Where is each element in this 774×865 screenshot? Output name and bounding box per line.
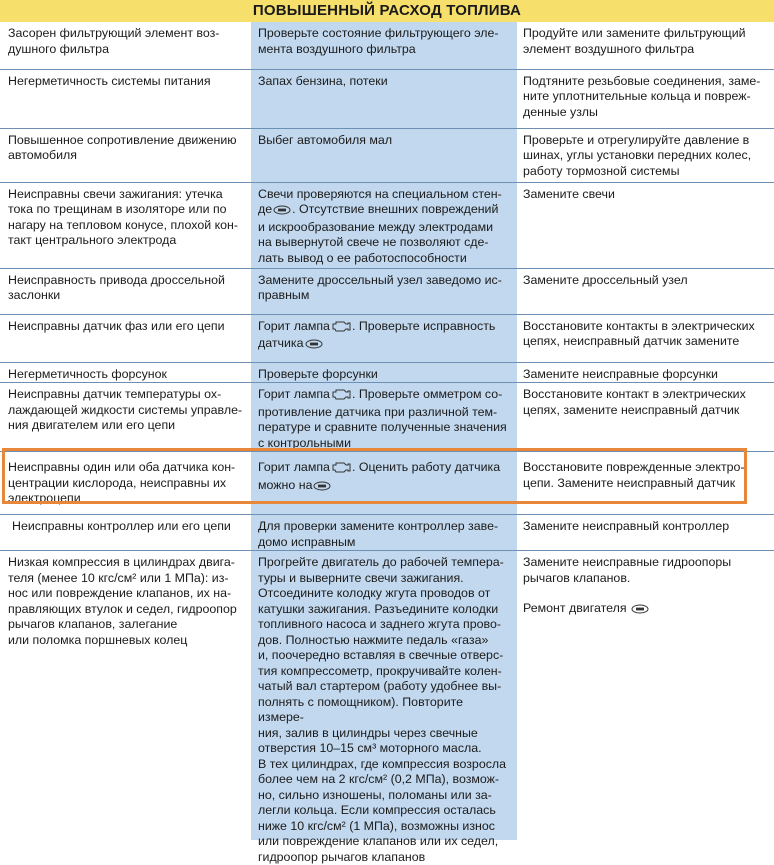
- remedy-text: Восстановите поврежденные электро- цепи. Замените неисправный датчик: [523, 460, 745, 490]
- check-engine-lamp-icon: [331, 320, 351, 337]
- diagnosis-cell: [251, 314, 517, 362]
- cause-cell: [0, 362, 251, 383]
- cause-text: Неисправны датчик температуры ох- лаждающей жидкости системы управле- ния двигателем или его цепи: [8, 387, 242, 432]
- remedy-cell: [517, 362, 774, 383]
- diagnosis-text: Свечи проверяются на специальном стен- де: [258, 187, 502, 217]
- remedy-text: Продуйте или замените фильтрующий элемент воздушного фильтра: [523, 26, 746, 56]
- remedy-text: Замените неисправные гидроопоры рычагов клапанов.: [523, 555, 768, 586]
- cause-text: Негерметичность форсунок: [8, 367, 167, 381]
- diagnosis-cell: [251, 452, 517, 515]
- diagnosis-cell: [251, 362, 517, 383]
- table-row: [0, 182, 774, 268]
- remedy-cell: [517, 515, 774, 551]
- table-row: [0, 314, 774, 362]
- diagnosis-cell: [251, 268, 517, 314]
- diagnosis-cell: [251, 515, 517, 551]
- remedy-cell: [517, 22, 774, 69]
- cause-text: Засорен фильтрующий элемент воз- душного фильтра: [8, 26, 219, 56]
- diagnosis-cell: [251, 128, 517, 182]
- cause-text: Неисправны контроллер или его цепи: [12, 519, 231, 533]
- table-row: [0, 22, 774, 69]
- table-title: ПОВЫШЕННЫЙ РАСХОД ТОПЛИВА: [0, 0, 774, 22]
- table-row: [0, 551, 774, 865]
- diagnosis-text: В тех цилиндрах, где компрессия возросла более чем на 2 кгс/см² (0,2 МПа), возмож- но, сильно изношены, поломаны или за- легли кольца. Если компрессия осталась ниже 10 кгс/см² (1 МПа), возможны износ или повреждение клапанов или их седел, гидроопор рычагов клапанов: [258, 757, 511, 865]
- remedy-cell: [517, 69, 774, 128]
- remedy-cell: [517, 383, 774, 452]
- diagnosis-text: Горит лампа: [258, 460, 330, 474]
- remedy-text: Восстановите контакты в электрических цепях, неисправный датчик замените: [523, 319, 755, 349]
- diagnosis-text: Проверьте состояние фильтрующего эле- мента воздушного фильтра: [258, 26, 499, 56]
- service-station-icon: [273, 204, 291, 220]
- cause-cell: [0, 515, 251, 551]
- cause-text: Неисправны один или оба датчика кон- центрации кислорода, неисправны их электроцепи: [8, 460, 235, 505]
- table-row: [0, 268, 774, 314]
- service-station-icon: [313, 480, 331, 496]
- remedy-cell: [517, 182, 774, 268]
- table-row: [0, 362, 774, 383]
- cause-cell: [0, 182, 251, 268]
- diagnosis-cell: [251, 551, 517, 865]
- remedy-text: [523, 601, 768, 619]
- diagnosis-text: Запах бензина, потеки: [258, 74, 388, 88]
- cause-cell: [0, 22, 251, 69]
- service-station-icon: [305, 338, 323, 354]
- table-row: [0, 128, 774, 182]
- fuel-consumption-table: [0, 22, 774, 865]
- cause-text: Неисправность привода дроссельной заслонки: [8, 273, 225, 303]
- diagnosis-cell: [251, 182, 517, 268]
- diagnosis-cell: [251, 69, 517, 128]
- check-engine-lamp-icon: [331, 461, 351, 478]
- diagnosis-text: Замените дроссельный узел заведомо ис- правным: [258, 273, 502, 303]
- cause-cell: [0, 69, 251, 128]
- cause-cell: [0, 268, 251, 314]
- table-row: [0, 69, 774, 128]
- remedy-text: Замените свечи: [523, 187, 615, 201]
- service-station-icon: [631, 603, 649, 619]
- table-row: [0, 383, 774, 452]
- cause-cell: [0, 452, 251, 515]
- cause-text: Неисправны датчик фаз или его цепи: [8, 319, 225, 333]
- diagnosis-text: Горит лампа: [258, 387, 330, 401]
- cause-text: Повышенное сопротивление движению автомобиля: [8, 133, 237, 163]
- remedy-cell: [517, 268, 774, 314]
- remedy-text: Подтяните резьбовые соединения, заме- ните уплотнительные кольца и повреж- денные узлы: [523, 74, 760, 119]
- diagnosis-text: Горит лампа: [258, 319, 330, 333]
- cause-text: Низкая компрессия в цилиндрах двига- теля (менее 10 кгс/см² или 1 МПа): из- нос или повреждение клапанов, их на- правляющих втулок и седел, гидроопор рычагов клапанов, залегание или поломка поршневых колец: [8, 555, 237, 647]
- cause-text: Неисправны свечи зажигания: утечка тока по трещинам в изоляторе или по нагару на тепловом конусе, плохой кон- такт центрального электрода: [8, 187, 238, 248]
- table-row: [0, 515, 774, 551]
- diagnosis-text: Проверьте форсунки: [258, 367, 378, 381]
- diagnosis-text: . Отсутствие внешних повреждений и искрообразование между электродами на вывернутой свече не позволяют сде- лать вывод о ее работоспособности: [258, 202, 498, 265]
- remedy-text: Проверьте и отрегулируйте давление в шинах, углы установки передних колес, работу тормозной системы: [523, 133, 751, 178]
- cause-cell: [0, 314, 251, 362]
- remedy-text: Замените неисправный контроллер: [523, 519, 729, 533]
- diagnosis-text: . Проверьте исправность датчика: [258, 319, 495, 351]
- diagnosis-text: Прогрейте двигатель до рабочей темпера- туры и выверните свечи зажигания. Отсоедините колодку жгута проводов от катушки зажигания. Разъедините колодки топливного насоса и заднего жгута прово- дов. Полностью нажмите педаль «газа» и, поочередно вставляя в свечные отверс- тия компрессометр, прокручивайте колен- чатый вал стартером (работу удобнее вы- полнять с помощником). Повторите измере- ния, залив в цилиндры через свечные отверстия 10–15 см³ моторного масла.: [258, 555, 511, 757]
- remedy-cell: [517, 551, 774, 865]
- cause-cell: [0, 383, 251, 452]
- remedy-text: Замените неисправные форсунки: [523, 367, 718, 381]
- diagnosis-cell: [251, 22, 517, 69]
- cause-cell: [0, 128, 251, 182]
- diagnosis-text: . Оценить работу датчика можно на: [258, 460, 500, 492]
- diagnosis-cell: [251, 383, 517, 452]
- remedy-cell: [517, 314, 774, 362]
- diagnosis-text: Для проверки замените контроллер заве- домо исправным: [258, 519, 498, 549]
- remedy-cell: [517, 452, 774, 515]
- remedy-text: Ремонт двигателя: [523, 601, 627, 615]
- table-row: [0, 452, 774, 515]
- cause-cell: [0, 551, 251, 865]
- diagnosis-text: Выбег автомобиля мал: [258, 133, 392, 147]
- check-engine-lamp-icon: [331, 388, 351, 405]
- cause-text: Негерметичность системы питания: [8, 74, 211, 88]
- remedy-text: Восстановите контакт в электрических цепях, замените неисправный датчик: [523, 387, 746, 417]
- diagnosis-text: . Проверьте омметром со- противление датчика при различной тем- пературе и сравните полученные значения с контрольными: [258, 387, 507, 450]
- remedy-text: Замените дроссельный узел: [523, 273, 688, 287]
- remedy-cell: [517, 128, 774, 182]
